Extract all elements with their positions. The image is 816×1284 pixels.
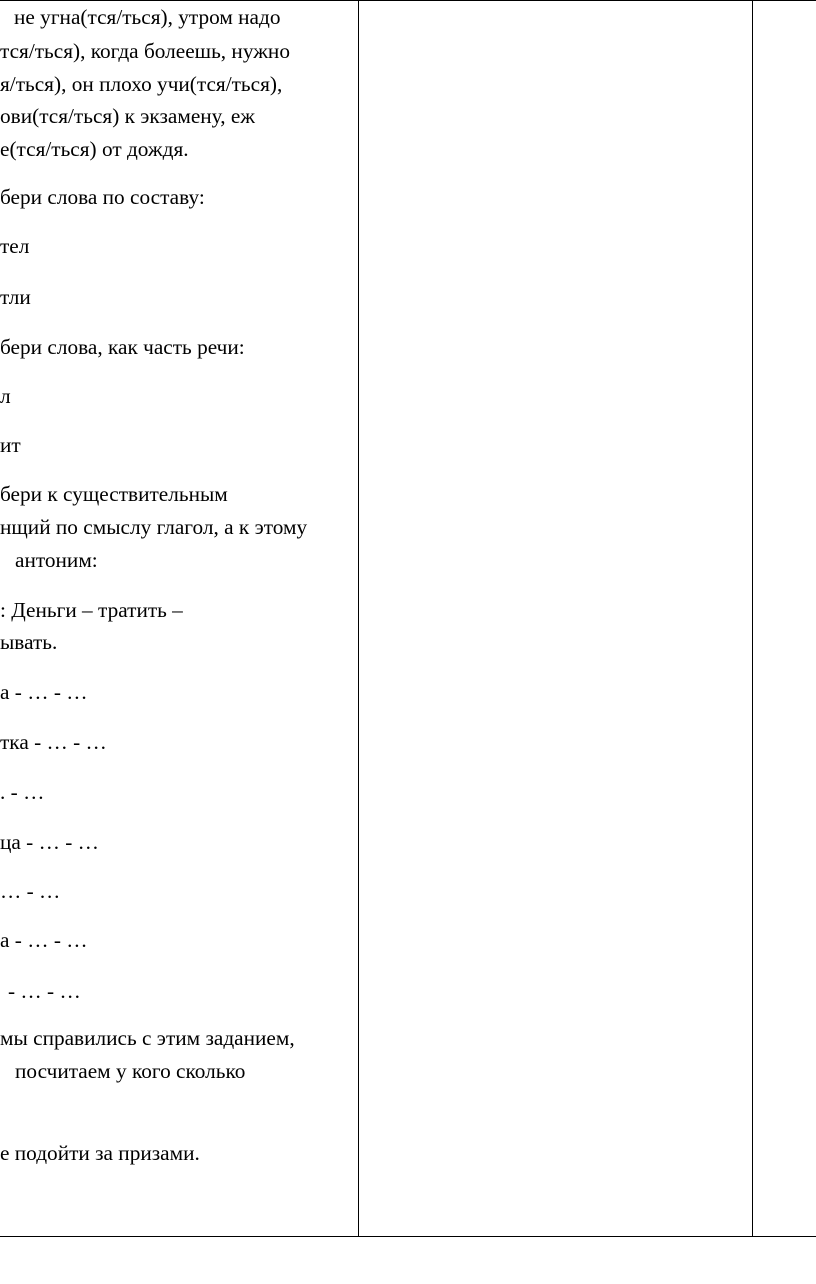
- text-line: : Деньги – тратить –: [0, 598, 183, 622]
- text-line: л: [0, 384, 11, 408]
- text-line: а - … - …: [0, 928, 88, 952]
- text-line: е(тся/ться) от дождя.: [0, 137, 189, 161]
- text-line: ит: [0, 433, 21, 457]
- text-line: нщий по смыслу глагол, а к этому: [0, 515, 308, 539]
- text-line: ови(тся/ться) к экзамену, еж: [0, 104, 256, 128]
- text-line: тка - … - …: [0, 730, 107, 754]
- text-line: - … - …: [8, 979, 81, 1003]
- text-line: … - …: [0, 879, 61, 903]
- text-line: не угна(тся/ться), утром надо: [14, 5, 281, 29]
- text-line: бери слова, как часть речи:: [0, 335, 245, 359]
- column-divider-1: [358, 0, 359, 1237]
- text-line: ца - … - …: [0, 830, 99, 854]
- column-divider-2: [752, 0, 753, 1237]
- text-line: тся/ться), когда болеешь, нужно: [0, 39, 290, 63]
- text-line: ывать.: [0, 630, 58, 654]
- text-line: я/ться), он плохо учи(тся/ться),: [0, 72, 283, 96]
- text-line: тли: [0, 285, 31, 309]
- text-line: бери к существительным: [0, 482, 228, 506]
- text-line: а - … - …: [0, 680, 88, 704]
- text-line: бери слова по составу:: [0, 185, 205, 209]
- text-line: е подойти за призами.: [0, 1141, 200, 1165]
- task-text-cell: [0, 0, 358, 1236]
- text-line: посчитаем у кого сколько: [15, 1059, 246, 1083]
- text-line: . - …: [0, 780, 45, 804]
- text-line: мы справились с этим заданием,: [0, 1026, 295, 1050]
- text-line: тел: [0, 234, 30, 258]
- text-line: антоним:: [15, 548, 98, 572]
- table-bottom-border: [0, 1236, 816, 1237]
